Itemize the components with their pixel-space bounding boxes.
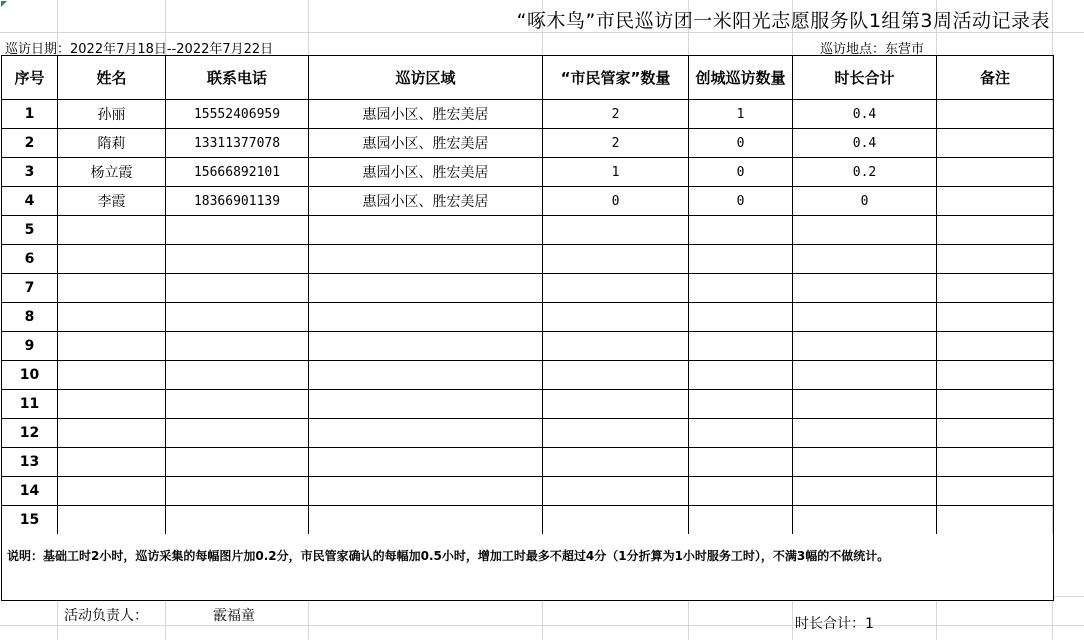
name-cell[interactable]	[58, 390, 166, 419]
patrol-count-cell[interactable]	[689, 419, 793, 448]
remark-cell[interactable]	[937, 274, 1054, 303]
total-hours-cell[interactable]	[793, 332, 937, 361]
phone-cell[interactable]: 15666892101	[166, 158, 309, 187]
area-cell[interactable]	[309, 448, 543, 477]
patrol-count-cell[interactable]	[689, 448, 793, 477]
area-cell[interactable]	[309, 245, 543, 274]
table-row	[2, 332, 1054, 361]
row-index-cell[interactable]: 1	[2, 100, 58, 129]
row-index-cell[interactable]: 10	[2, 361, 58, 390]
table-row	[2, 129, 1054, 158]
butler-count-cell[interactable]	[543, 245, 689, 274]
total-hours-cell[interactable]: 0.2	[793, 158, 937, 187]
table-row	[2, 390, 1054, 419]
remark-cell[interactable]	[937, 100, 1054, 129]
total-hours-cell[interactable]: 0	[793, 187, 937, 216]
phone-cell[interactable]	[166, 303, 309, 332]
name-cell[interactable]	[58, 477, 166, 506]
patrol-count-cell[interactable]	[689, 245, 793, 274]
name-cell[interactable]	[58, 332, 166, 361]
total-hours-cell[interactable]	[793, 419, 937, 448]
remark-cell[interactable]	[937, 506, 1054, 535]
butler-count-cell[interactable]	[543, 419, 689, 448]
phone-cell[interactable]	[166, 361, 309, 390]
row-index-cell[interactable]: 7	[2, 274, 58, 303]
header-cell-index[interactable]: 序号	[2, 56, 58, 100]
name-cell[interactable]	[58, 245, 166, 274]
header-cell-area[interactable]: 巡访区域	[309, 56, 543, 100]
area-cell[interactable]: 惠园小区、胜宏美居	[309, 129, 543, 158]
remark-cell[interactable]	[937, 390, 1054, 419]
remark-cell[interactable]	[937, 419, 1054, 448]
header-cell-patrol-count[interactable]: 创城巡访数量	[689, 56, 793, 100]
butler-count-cell[interactable]	[543, 506, 689, 535]
butler-count-cell[interactable]	[543, 390, 689, 419]
area-cell[interactable]	[309, 332, 543, 361]
row-index-cell[interactable]: 15	[2, 506, 58, 535]
butler-count-cell[interactable]: 2	[543, 100, 689, 129]
butler-count-cell[interactable]: 1	[543, 158, 689, 187]
total-hours-cell[interactable]: 0.4	[793, 129, 937, 158]
sheet-title[interactable]: “啄木鸟”市民巡访团一米阳光志愿服务队1组第3周活动记录表	[516, 10, 1050, 32]
remark-cell[interactable]	[937, 187, 1054, 216]
name-cell[interactable]: 隋莉	[58, 129, 166, 158]
header-cell-name[interactable]: 姓名	[58, 56, 166, 100]
patrol-count-cell[interactable]	[689, 274, 793, 303]
table-row	[2, 187, 1054, 216]
phone-cell[interactable]	[166, 419, 309, 448]
record-table	[1, 55, 1054, 535]
cell-corner-marker-top	[1, 1, 7, 7]
row-index-cell[interactable]: 12	[2, 419, 58, 448]
row-index-cell[interactable]: 14	[2, 477, 58, 506]
patrol-count-cell[interactable]: 0	[689, 158, 793, 187]
phone-cell[interactable]	[166, 245, 309, 274]
total-hours-cell[interactable]	[793, 303, 937, 332]
table-row	[2, 274, 1054, 303]
table-row	[2, 245, 1054, 274]
remark-cell[interactable]	[937, 361, 1054, 390]
phone-cell[interactable]	[166, 477, 309, 506]
table-row	[2, 303, 1054, 332]
leader-label[interactable]: 活动负责人：	[64, 608, 148, 624]
phone-cell[interactable]	[166, 216, 309, 245]
total-hours-cell[interactable]	[793, 216, 937, 245]
total-hours-cell[interactable]	[793, 361, 937, 390]
phone-cell[interactable]: 13311377078	[166, 129, 309, 158]
name-cell[interactable]: 李霞	[58, 187, 166, 216]
table-row	[2, 158, 1054, 187]
total-hours-cell[interactable]	[793, 245, 937, 274]
area-cell[interactable]	[309, 506, 543, 535]
remark-cell[interactable]	[937, 245, 1054, 274]
row-index-cell[interactable]: 2	[2, 129, 58, 158]
name-cell[interactable]	[58, 419, 166, 448]
butler-count-cell[interactable]	[543, 448, 689, 477]
area-cell[interactable]	[309, 477, 543, 506]
butler-count-cell[interactable]: 2	[543, 129, 689, 158]
table-row	[2, 506, 1054, 535]
patrol-count-cell[interactable]	[689, 216, 793, 245]
table-row	[2, 100, 1054, 129]
butler-count-cell[interactable]	[543, 303, 689, 332]
table-row	[2, 448, 1054, 477]
name-cell[interactable]	[58, 303, 166, 332]
remark-cell[interactable]	[937, 332, 1054, 361]
patrol-count-cell[interactable]	[689, 390, 793, 419]
phone-cell[interactable]	[166, 448, 309, 477]
row-index-cell[interactable]: 11	[2, 390, 58, 419]
phone-cell[interactable]	[166, 506, 309, 535]
header-cell-remark[interactable]: 备注	[937, 56, 1054, 100]
butler-count-cell[interactable]	[543, 332, 689, 361]
total-hours-cell[interactable]	[793, 274, 937, 303]
name-cell[interactable]	[58, 448, 166, 477]
total-hours-cell[interactable]	[793, 506, 937, 535]
row-index-cell[interactable]: 8	[2, 303, 58, 332]
total-hours-cell[interactable]	[793, 390, 937, 419]
remark-cell[interactable]	[937, 216, 1054, 245]
row-index-cell[interactable]: 6	[2, 245, 58, 274]
patrol-count-cell[interactable]	[689, 332, 793, 361]
phone-cell[interactable]: 15552406959	[166, 100, 309, 129]
patrol-count-cell[interactable]: 0	[689, 187, 793, 216]
butler-count-cell[interactable]	[543, 274, 689, 303]
area-cell[interactable]	[309, 390, 543, 419]
butler-count-cell[interactable]	[543, 361, 689, 390]
name-cell[interactable]: 杨立霞	[58, 158, 166, 187]
name-cell[interactable]	[58, 506, 166, 535]
total-hours-cell[interactable]	[793, 448, 937, 477]
patrol-count-cell[interactable]: 1	[689, 100, 793, 129]
butler-count-cell[interactable]	[543, 216, 689, 245]
row-index-cell[interactable]: 9	[2, 332, 58, 361]
area-cell[interactable]: 惠园小区、胜宏美居	[309, 158, 543, 187]
phone-cell[interactable]	[166, 274, 309, 303]
phone-cell[interactable]	[166, 390, 309, 419]
area-cell[interactable]: 惠园小区、胜宏美居	[309, 187, 543, 216]
area-cell[interactable]	[309, 216, 543, 245]
patrol-count-cell[interactable]	[689, 361, 793, 390]
total-hours-cell[interactable]: 0.4	[793, 100, 937, 129]
phone-cell[interactable]: 18366901139	[166, 187, 309, 216]
header-cell-phone[interactable]: 联系电话	[166, 56, 309, 100]
area-cell[interactable]	[309, 419, 543, 448]
table-row	[2, 216, 1054, 245]
name-cell[interactable]: 孙丽	[58, 100, 166, 129]
leader-name[interactable]: 霰福童	[213, 608, 255, 624]
remark-cell[interactable]	[937, 158, 1054, 187]
name-cell[interactable]	[58, 361, 166, 390]
row-index-cell[interactable]: 4	[2, 187, 58, 216]
table-header-row	[2, 56, 1054, 100]
table-row	[2, 477, 1054, 506]
table-row	[2, 419, 1054, 448]
area-cell[interactable]	[309, 361, 543, 390]
phone-cell[interactable]	[166, 332, 309, 361]
area-cell[interactable]	[309, 303, 543, 332]
name-cell[interactable]	[58, 216, 166, 245]
table-row	[2, 361, 1054, 390]
name-cell[interactable]	[58, 274, 166, 303]
butler-count-cell[interactable]: 0	[543, 187, 689, 216]
row-index-cell[interactable]: 13	[2, 448, 58, 477]
patrol-count-cell[interactable]	[689, 477, 793, 506]
area-cell[interactable]	[309, 274, 543, 303]
header-cell-butler-count[interactable]: “市民管家”数量	[543, 56, 689, 100]
note-text[interactable]: 说明：基础工时2小时，巡访采集的每幅图片加0.2分，市民管家确认的每幅加0.5小时，增加工时最多不超过4分（1分折算为1小时服务工时），不满3幅的不做统计。	[1, 534, 1054, 601]
patrol-count-cell[interactable]: 0	[689, 129, 793, 158]
remark-cell[interactable]	[937, 303, 1054, 332]
patrol-count-cell[interactable]	[689, 303, 793, 332]
row-index-cell[interactable]: 5	[2, 216, 58, 245]
row-index-cell[interactable]: 3	[2, 158, 58, 187]
remark-cell[interactable]	[937, 448, 1054, 477]
visit-date[interactable]: 巡访日期：2022年7月18日--2022年7月22日	[5, 42, 274, 57]
remark-cell[interactable]	[937, 129, 1054, 158]
visit-place[interactable]: 巡访地点：东营市	[820, 42, 925, 57]
remark-cell[interactable]	[937, 477, 1054, 506]
total-hours-summary[interactable]: 时长合计：1	[795, 616, 874, 632]
total-hours-cell[interactable]	[793, 477, 937, 506]
patrol-count-cell[interactable]	[689, 506, 793, 535]
butler-count-cell[interactable]	[543, 477, 689, 506]
header-cell-total-hours[interactable]: 时长合计	[793, 56, 937, 100]
area-cell[interactable]: 惠园小区、胜宏美居	[309, 100, 543, 129]
